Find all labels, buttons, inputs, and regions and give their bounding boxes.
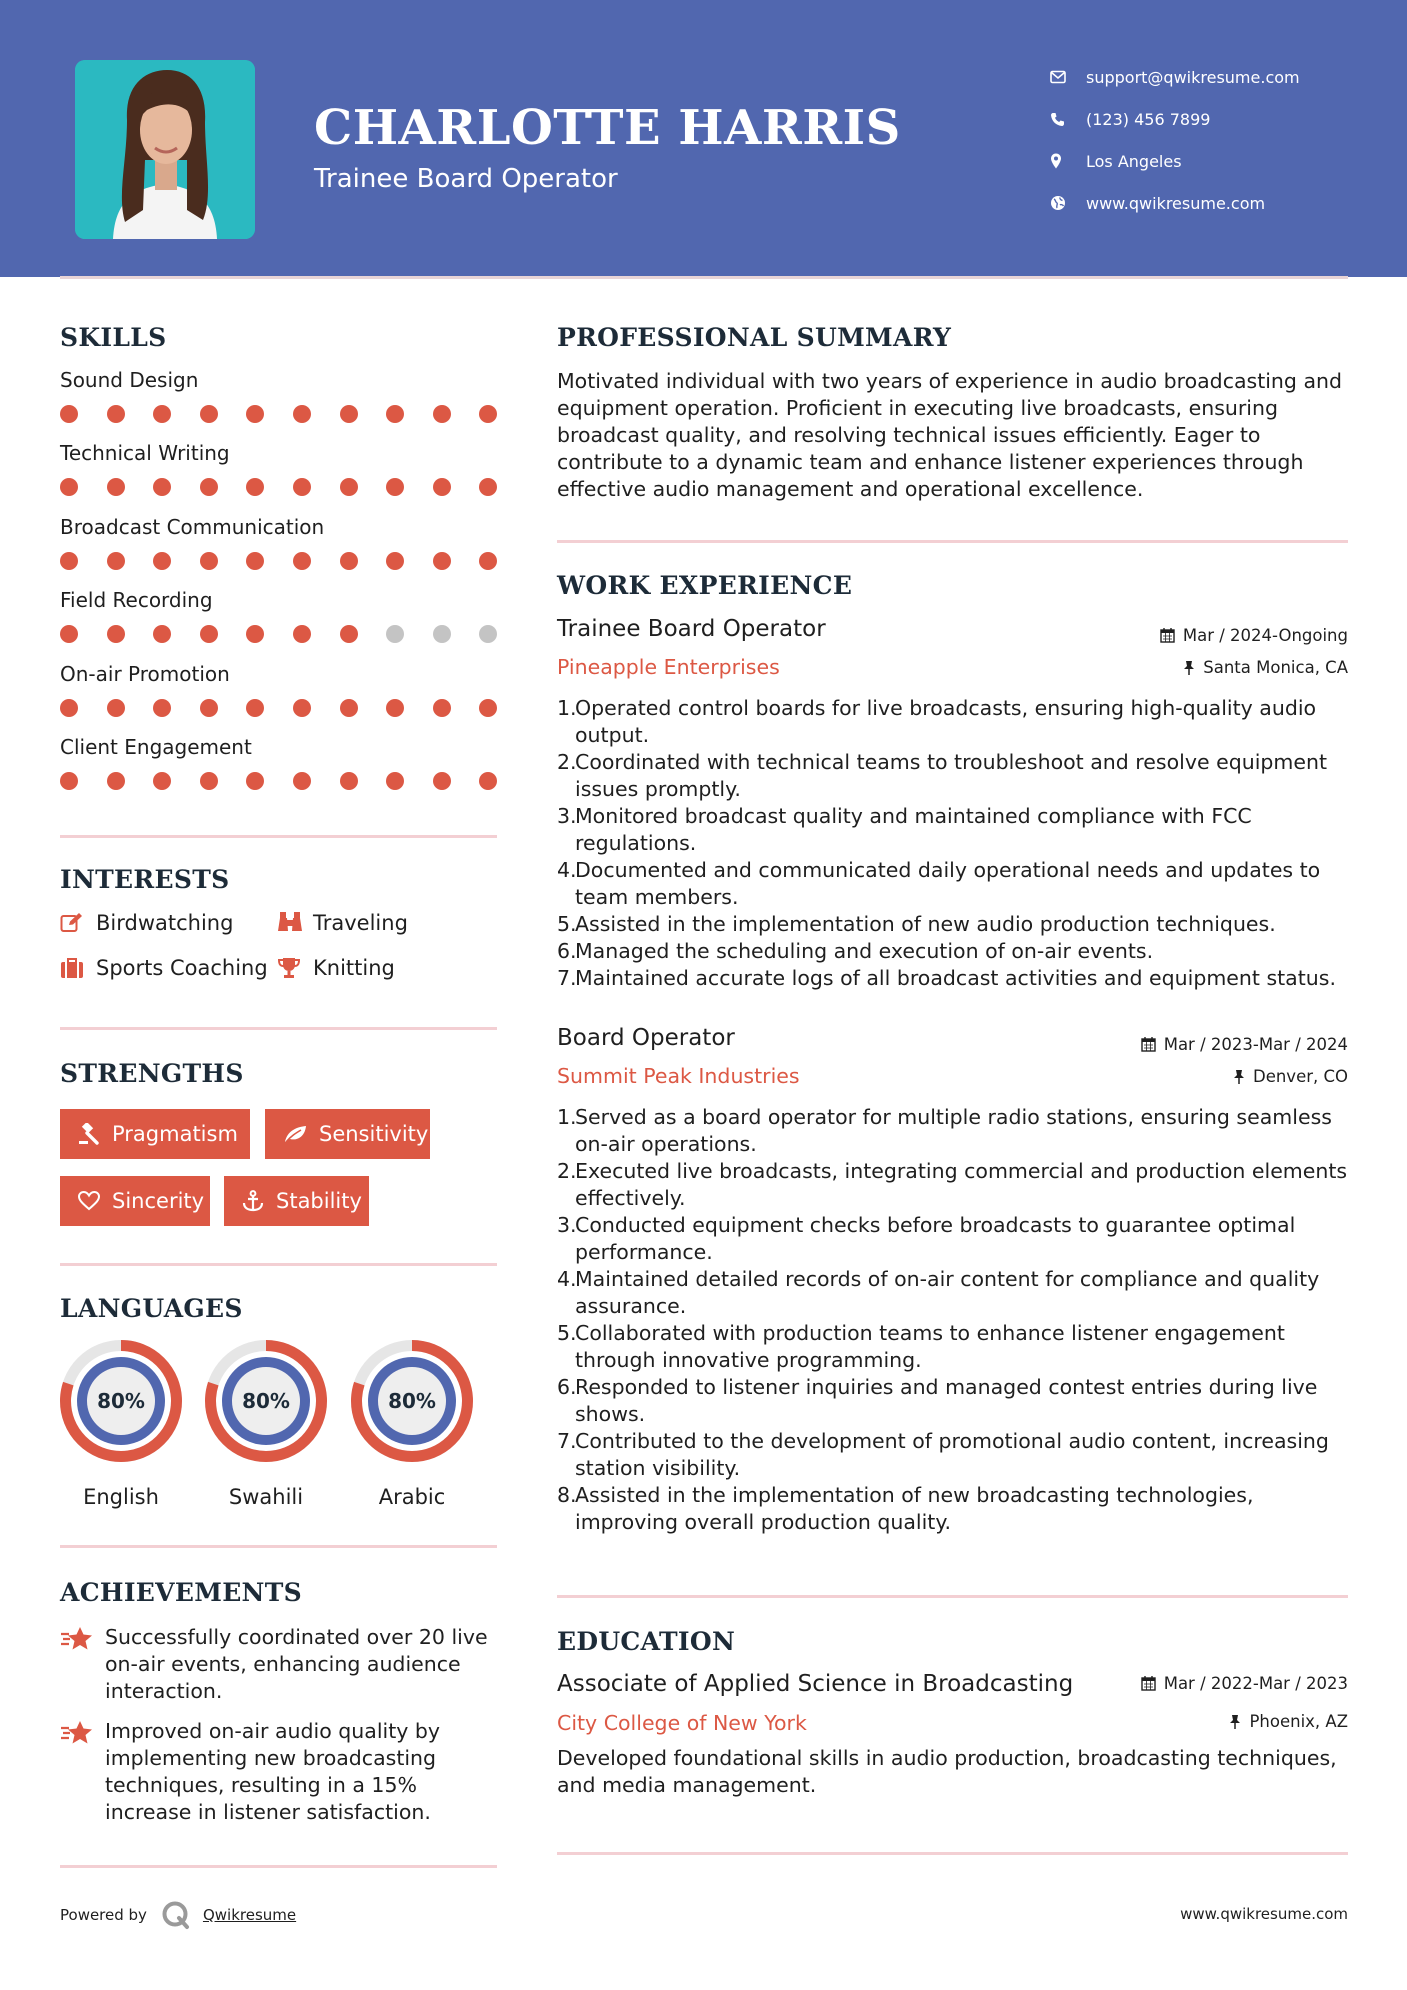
job-bullet: 2. Executed live broadcasts, integrating commercial and production elements effectively. — [557, 1159, 1348, 1210]
qwikresume-logo-icon — [161, 1900, 191, 1930]
skill-dot-filled — [200, 772, 218, 790]
skill-level-dots — [60, 772, 500, 790]
section-divider — [557, 1595, 1348, 1598]
section-divider — [557, 1852, 1348, 1855]
skill-dot-filled — [107, 772, 125, 790]
strength-badge — [224, 1176, 369, 1226]
skill-name: Broadcast Communication — [60, 514, 325, 539]
interest-label: Sports Coaching — [96, 956, 268, 980]
skill-dot-filled — [246, 405, 264, 423]
skill-dot-empty — [479, 625, 497, 643]
section-divider — [60, 1263, 497, 1266]
skill-dot-filled — [433, 405, 451, 423]
strength-badge — [60, 1176, 210, 1226]
language-item — [350, 1339, 474, 1509]
gavel-icon — [78, 1123, 100, 1145]
skill-dot-filled — [340, 699, 358, 717]
briefcase-icon — [60, 957, 96, 979]
strength-badge — [265, 1109, 430, 1159]
achievement-text: Improved on-air audio quality by implementing new broadcasting techniques, resulting in a 15% increase in listener satisfaction. — [105, 1719, 441, 1824]
language-name: English — [83, 1485, 159, 1509]
strength-badge — [60, 1109, 250, 1159]
contact-list — [1050, 56, 1380, 224]
language-item — [204, 1339, 328, 1509]
contact-email-text: support@qwikresume.com — [1086, 67, 1300, 87]
header-divider — [60, 276, 1348, 279]
degree-title: Associate of Applied Science in Broadcasting — [557, 1671, 1074, 1697]
skill-dot-filled — [60, 552, 78, 570]
phone-icon — [1050, 112, 1086, 127]
trophy-icon — [277, 957, 313, 979]
job-title: Board Operator — [557, 1025, 735, 1051]
skill-name: On-air Promotion — [60, 661, 230, 686]
achievement-item — [60, 1718, 500, 1826]
footer-website[interactable]: www.qwikresume.com — [1180, 1905, 1348, 1923]
strength-label: Sincerity — [112, 1189, 205, 1213]
language-item — [59, 1339, 183, 1509]
job-bullet: 7. Contributed to the development of promotional audio content, increasing station visibility. — [557, 1429, 1329, 1480]
summary-heading: PROFESSIONAL SUMMARY — [557, 323, 952, 352]
skill-dot-filled — [479, 478, 497, 496]
job-title: Trainee Board Operator — [557, 616, 826, 642]
achievements-heading: ACHIEVEMENTS — [60, 1578, 302, 1607]
job-date — [1160, 626, 1348, 645]
achievement-item — [60, 1624, 500, 1705]
skill-dot-filled — [293, 405, 311, 423]
job-bullet: 4. Documented and communicated daily operational needs and updates to team members. — [557, 858, 1321, 909]
skill-dot-filled — [293, 699, 311, 717]
education-date — [1141, 1674, 1348, 1693]
skill-dot-filled — [386, 405, 404, 423]
skill-dot-filled — [153, 552, 171, 570]
job-bullet: 3. Monitored broadcast quality and maintained compliance with FCC regulations. — [557, 804, 1252, 855]
interest-label: Traveling — [313, 911, 408, 935]
experience-heading: WORK EXPERIENCE — [557, 571, 853, 600]
skill-dot-filled — [107, 405, 125, 423]
skill-dot-filled — [153, 405, 171, 423]
job-bullet: 3. Conducted equipment checks before broadcasts to guarantee optimal performance. — [557, 1213, 1296, 1264]
job-bullet: 5. Assisted in the implementation of new audio production techniques. — [557, 912, 1276, 936]
footer-powered-by — [60, 1900, 296, 1930]
skill-dot-filled — [340, 478, 358, 496]
skill-level-dots — [60, 699, 500, 717]
interest-item — [277, 911, 408, 935]
strength-label: Stability — [276, 1189, 362, 1213]
contact-phone-text: (123) 456 7899 — [1086, 109, 1211, 129]
language-name: Arabic — [378, 1485, 446, 1509]
skill-dot-filled — [200, 405, 218, 423]
job-bullet: 6. Managed the scheduling and execution of on-air events. — [557, 939, 1154, 963]
star-icon — [60, 1718, 105, 1826]
job-bullet: 7. Maintained accurate logs of all broadcast activities and equipment status. — [557, 966, 1336, 990]
job-bullet: 8. Assisted in the implementation of new broadcasting technologies, improving overall production quality. — [557, 1483, 1254, 1534]
skill-dot-filled — [153, 625, 171, 643]
skill-dot-filled — [340, 625, 358, 643]
skill-dot-filled — [246, 552, 264, 570]
skill-dot-filled — [293, 478, 311, 496]
interests-heading: INTERESTS — [60, 865, 230, 894]
strengths-heading: STRENGTHS — [60, 1059, 244, 1088]
job-bullet: 4. Maintained detailed records of on-air content for compliance and quality assurance. — [557, 1267, 1320, 1318]
section-divider — [557, 540, 1348, 543]
interest-label: Birdwatching — [96, 911, 234, 935]
interest-label: Knitting — [313, 956, 395, 980]
job-location — [1183, 658, 1348, 677]
skill-dot-filled — [107, 625, 125, 643]
job-bullet: 6. Responded to listener inquiries and managed contest entries during live shows. — [557, 1375, 1318, 1426]
job-bullet: 1. Operated control boards for live broadcasts, ensuring high-quality audio output. — [557, 696, 1317, 747]
skill-dot-filled — [60, 772, 78, 790]
job-bullets — [557, 1104, 1349, 1536]
header-banner — [0, 0, 1407, 277]
binoculars-icon — [277, 911, 313, 935]
language-percent: 80% — [388, 1389, 436, 1413]
strength-label: Pragmatism — [112, 1122, 238, 1146]
star-icon — [60, 1624, 105, 1705]
skill-dot-empty — [433, 625, 451, 643]
skill-dot-filled — [293, 552, 311, 570]
skill-dot-filled — [200, 699, 218, 717]
skill-dot-filled — [433, 478, 451, 496]
skill-dot-filled — [479, 699, 497, 717]
skill-dot-filled — [386, 772, 404, 790]
section-divider — [60, 1027, 497, 1030]
skill-dot-filled — [107, 478, 125, 496]
anchor-icon — [242, 1190, 264, 1212]
skill-dot-filled — [246, 478, 264, 496]
skill-dot-filled — [433, 699, 451, 717]
skill-dot-filled — [386, 552, 404, 570]
job-location — [1233, 1067, 1348, 1086]
job-bullet: 2. Coordinated with technical teams to troubleshoot and resolve equipment issues promptly. — [557, 750, 1328, 801]
skill-dot-filled — [107, 552, 125, 570]
skill-level-dots — [60, 625, 500, 643]
candidate-title: Trainee Board Operator — [314, 164, 618, 194]
candidate-name: CHARLOTTE HARRIS — [314, 100, 901, 156]
education-location-text: Phoenix, AZ — [1249, 1712, 1348, 1731]
skill-dot-filled — [386, 699, 404, 717]
skill-dot-filled — [60, 699, 78, 717]
skill-dot-filled — [340, 552, 358, 570]
school-name: City College of New York — [557, 1711, 807, 1735]
interest-item — [60, 911, 233, 935]
skill-level-dots — [60, 478, 500, 496]
contact-location — [1050, 140, 1380, 182]
languages-heading: LANGUAGES — [60, 1294, 243, 1323]
edit-icon — [60, 912, 96, 934]
skill-name: Client Engagement — [60, 735, 252, 759]
skill-name: Technical Writing — [60, 441, 230, 466]
job-company: Pineapple Enterprises — [557, 655, 780, 679]
achievement-text: Successfully coordinated over 20 live on-air events, enhancing audience interaction. — [105, 1625, 488, 1703]
skill-dot-filled — [433, 552, 451, 570]
skill-dot-filled — [433, 772, 451, 790]
skill-dot-filled — [153, 772, 171, 790]
language-percent: 80% — [97, 1389, 145, 1413]
summary-text: Motivated individual with two years of experience in audio broadcasting and equipment operation. Proficient in executing live broadcasts, ensuring broadcast quality, and resolving technical issues efficiently. Eager to contribute to a dynamic team and enhance listener experiences through effective audio management and operational excellence. — [557, 369, 1343, 501]
section-divider — [60, 835, 497, 838]
skill-name: Sound Design — [60, 368, 199, 392]
skill-dot-filled — [60, 405, 78, 423]
strength-label: Sensitivity — [319, 1122, 429, 1146]
skill-dot-filled — [340, 405, 358, 423]
interest-item — [60, 956, 268, 980]
skill-dot-filled — [153, 699, 171, 717]
job-location-text: Denver, CO — [1252, 1067, 1348, 1086]
job-company: Summit Peak Industries — [557, 1064, 800, 1088]
pushpin-icon — [1233, 1069, 1245, 1084]
job-bullets — [557, 695, 1349, 992]
education-date-text: Mar / 2022-Mar / 2023 — [1163, 1674, 1348, 1693]
skill-dot-filled — [60, 478, 78, 496]
skill-dot-filled — [479, 552, 497, 570]
contact-location-text: Los Angeles — [1086, 151, 1182, 171]
skill-dot-filled — [246, 772, 264, 790]
job-date-text: Mar / 2023-Mar / 2024 — [1163, 1035, 1348, 1054]
section-divider — [60, 1865, 497, 1868]
interest-item — [277, 956, 395, 980]
calendar-icon — [1141, 1037, 1156, 1052]
education-heading: EDUCATION — [557, 1627, 736, 1656]
section-divider — [60, 1545, 497, 1548]
skill-dot-filled — [200, 625, 218, 643]
globe-icon — [1050, 195, 1086, 211]
education-text: Developed foundational skills in audio production, broadcasting techniques, and media management. — [557, 1746, 1337, 1797]
skill-dot-filled — [246, 625, 264, 643]
pushpin-icon — [1229, 1714, 1241, 1729]
skill-dot-filled — [479, 405, 497, 423]
skill-dot-filled — [107, 699, 125, 717]
language-name: Swahili — [228, 1485, 304, 1509]
job-date — [1141, 1035, 1348, 1054]
skill-dot-filled — [479, 772, 497, 790]
map-pin-icon — [1050, 153, 1086, 169]
skill-dot-filled — [340, 772, 358, 790]
leaf-icon — [283, 1124, 307, 1144]
skill-dot-filled — [386, 478, 404, 496]
job-date-text: Mar / 2024-Ongoing — [1182, 626, 1348, 645]
qwikresume-link[interactable]: Qwikresume — [202, 1906, 297, 1924]
skill-dot-filled — [293, 625, 311, 643]
skill-dot-filled — [246, 699, 264, 717]
job-bullet: 5. Collaborated with production teams to enhance listener engagement through innovative programming. — [557, 1321, 1285, 1372]
skill-dot-filled — [200, 478, 218, 496]
calendar-icon — [1141, 1676, 1156, 1691]
skill-dot-empty — [386, 625, 404, 643]
skill-level-dots — [60, 405, 500, 423]
contact-email[interactable] — [1050, 56, 1380, 98]
pushpin-icon — [1183, 660, 1195, 675]
education-location — [1229, 1712, 1348, 1731]
skill-level-dots — [60, 552, 500, 570]
skill-dot-filled — [60, 625, 78, 643]
skill-dot-filled — [200, 552, 218, 570]
profile-photo — [75, 60, 255, 239]
skill-dot-filled — [293, 772, 311, 790]
skill-name: Field Recording — [60, 588, 213, 613]
skills-heading: SKILLS — [60, 323, 167, 352]
contact-phone[interactable] — [1050, 98, 1380, 140]
calendar-icon — [1160, 628, 1175, 643]
language-percent: 80% — [242, 1389, 290, 1413]
job-location-text: Santa Monica, CA — [1203, 658, 1348, 677]
job-bullet: 1. Served as a board operator for multiple radio stations, ensuring seamless on-air operations. — [557, 1105, 1332, 1156]
contact-website-text: www.qwikresume.com — [1086, 193, 1266, 213]
skill-dot-filled — [153, 478, 171, 496]
powered-by-label: Powered by — [60, 1906, 147, 1924]
envelope-icon — [1050, 70, 1086, 84]
heart-icon — [78, 1191, 100, 1211]
contact-website[interactable] — [1050, 182, 1380, 224]
